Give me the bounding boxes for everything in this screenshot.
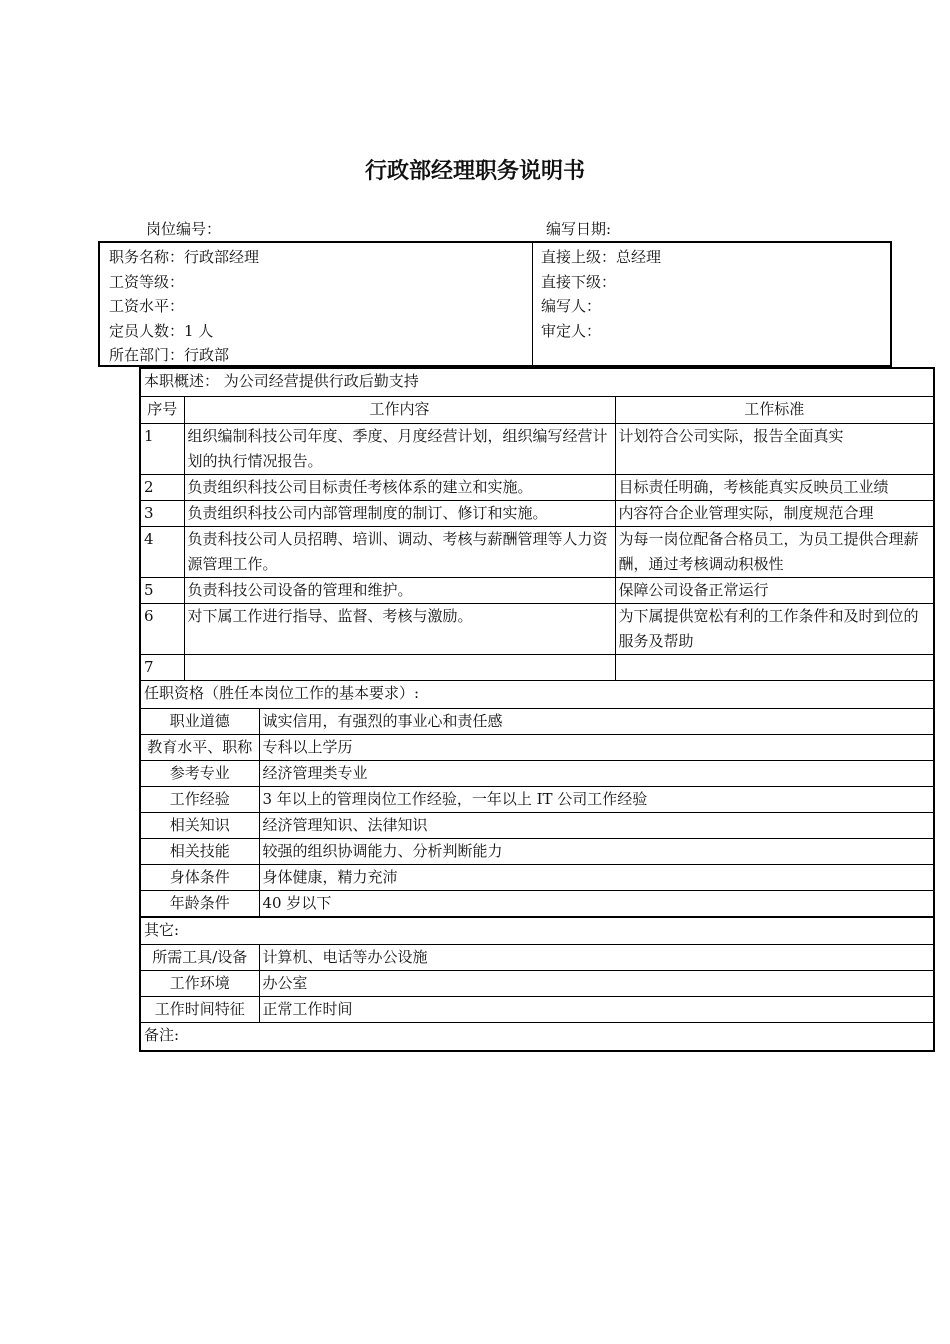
- qualification-row: [140, 812, 934, 838]
- duty-no: 5: [140, 577, 184, 603]
- duty-content: 对下属工作进行指导、监督、考核与激励。: [184, 603, 615, 654]
- job-title-field: 职务名称：行政部经理: [109, 248, 260, 266]
- qualification-value: 诚实信用，有强烈的事业心和责任感: [259, 708, 934, 734]
- remarks: 备注:: [140, 1023, 934, 1051]
- other-value: 计算机、电话等办公设施: [259, 945, 934, 971]
- duty-content: 负责组织科技公司内部管理制度的制订、修订和实施。: [184, 500, 615, 526]
- duty-no: 2: [140, 474, 184, 500]
- remarks-row: [140, 1023, 934, 1051]
- duty-row: [140, 474, 934, 500]
- duty-standard: 为每一岗位配备合格员工，为员工提供合理薪酬，通过考核调动积极性: [615, 526, 934, 577]
- duty-no: 6: [140, 603, 184, 654]
- other-label: 工作时间特征: [140, 997, 259, 1023]
- direct-subordinate-field: 直接下级：: [541, 273, 617, 291]
- summary-row: [140, 368, 934, 396]
- other-heading-row: [140, 917, 934, 945]
- qualification-row: [140, 734, 934, 760]
- col-content-header: 工作内容: [184, 396, 615, 423]
- other-value: 正常工作时间: [259, 997, 934, 1023]
- qualification-row: [140, 890, 934, 917]
- qualification-row: [140, 760, 934, 786]
- basic-info-box: [98, 241, 892, 367]
- qualification-row: [140, 864, 934, 890]
- qualification-label: 身体条件: [140, 864, 259, 890]
- headcount-field: 定员人数：1 人: [109, 322, 214, 340]
- qualification-label: 相关知识: [140, 812, 259, 838]
- duty-row: [140, 654, 934, 680]
- duty-row: [140, 500, 934, 526]
- qualification-row: [140, 786, 934, 812]
- duty-content: 负责科技公司设备的管理和维护。: [184, 577, 615, 603]
- qualification-label: 工作经验: [140, 786, 259, 812]
- other-label: 所需工具/设备: [140, 945, 259, 971]
- qualification-value: 经济管理知识、法律知识: [259, 812, 934, 838]
- duty-standard: 内容符合企业管理实际，制度规范合理: [615, 500, 934, 526]
- write-date-label: 编写日期:: [546, 220, 612, 238]
- duty-row: [140, 423, 934, 474]
- other-heading: 其它:: [140, 917, 934, 945]
- writer-field: 编写人：: [541, 297, 602, 315]
- duty-no: 3: [140, 500, 184, 526]
- duty-content: 负责科技公司人员招聘、培训、调动、考核与薪酬管理等人力资源管理工作。: [184, 526, 615, 577]
- duty-standard: 计划符合公司实际，报告全面真实: [615, 423, 934, 474]
- duty-standard: 为下属提供宽松有利的工作条件和及时到位的服务及帮助: [615, 603, 934, 654]
- qualifications-heading-row: [140, 680, 934, 708]
- qualification-label: 参考专业: [140, 760, 259, 786]
- qualification-value: 身体健康，精力充沛: [259, 864, 934, 890]
- other-value: 办公室: [259, 971, 934, 997]
- qualification-row: [140, 708, 934, 734]
- position-number-label: 岗位编号：: [146, 220, 222, 238]
- qualification-label: 相关技能: [140, 838, 259, 864]
- job-summary: 本职概述： 为公司经营提供行政后勤支持: [140, 368, 934, 396]
- reviewer-field: 审定人：: [541, 322, 602, 340]
- salary-level-field: 工资水平：: [109, 297, 185, 315]
- duty-no: 7: [140, 654, 184, 680]
- qualification-value: 3 年以上的管理岗位工作经验，一年以上 IT 公司工作经验: [259, 786, 934, 812]
- duty-content: [184, 654, 615, 680]
- duty-standard: [615, 654, 934, 680]
- qualification-value: 专科以上学历: [259, 734, 934, 760]
- basic-info-left: [100, 243, 533, 365]
- duty-row: [140, 526, 934, 577]
- qualification-value: 较强的组织协调能力、分析判断能力: [259, 838, 934, 864]
- duty-no: 4: [140, 526, 184, 577]
- duty-standard: 目标责任明确，考核能真实反映员工业绩: [615, 474, 934, 500]
- qualifications-heading: 任职资格（胜任本岗位工作的基本要求）:: [140, 680, 934, 708]
- job-description-table: [139, 367, 935, 1052]
- qualification-value: 经济管理类专业: [259, 760, 934, 786]
- other-row: [140, 997, 934, 1023]
- other-label: 工作环境: [140, 971, 259, 997]
- department-field: 所在部门：行政部: [109, 346, 230, 364]
- duty-content: 组织编制科技公司年度、季度、月度经营计划，组织编写经营计划的执行情况报告。: [184, 423, 615, 474]
- qualification-label: 职业道德: [140, 708, 259, 734]
- duty-row: [140, 603, 934, 654]
- qualification-label: 年龄条件: [140, 890, 259, 917]
- qualification-value: 40 岁以下: [259, 890, 934, 917]
- duty-no: 1: [140, 423, 184, 474]
- col-standard-header: 工作标准: [615, 396, 934, 423]
- duty-standard: 保障公司设备正常运行: [615, 577, 934, 603]
- duty-content: 负责组织科技公司目标责任考核体系的建立和实施。: [184, 474, 615, 500]
- other-row: [140, 945, 934, 971]
- direct-superior-field: 直接上级：总经理: [541, 248, 662, 266]
- duty-row: [140, 577, 934, 603]
- page-title: 行政部经理职务说明书: [364, 159, 585, 184]
- duties-header-row: [140, 396, 934, 423]
- col-no-header: 序号: [140, 396, 184, 423]
- qualification-row: [140, 838, 934, 864]
- qualification-label: 教育水平、职称: [140, 734, 259, 760]
- salary-grade-field: 工资等级：: [109, 273, 185, 291]
- other-row: [140, 971, 934, 997]
- basic-info-right: [532, 243, 890, 365]
